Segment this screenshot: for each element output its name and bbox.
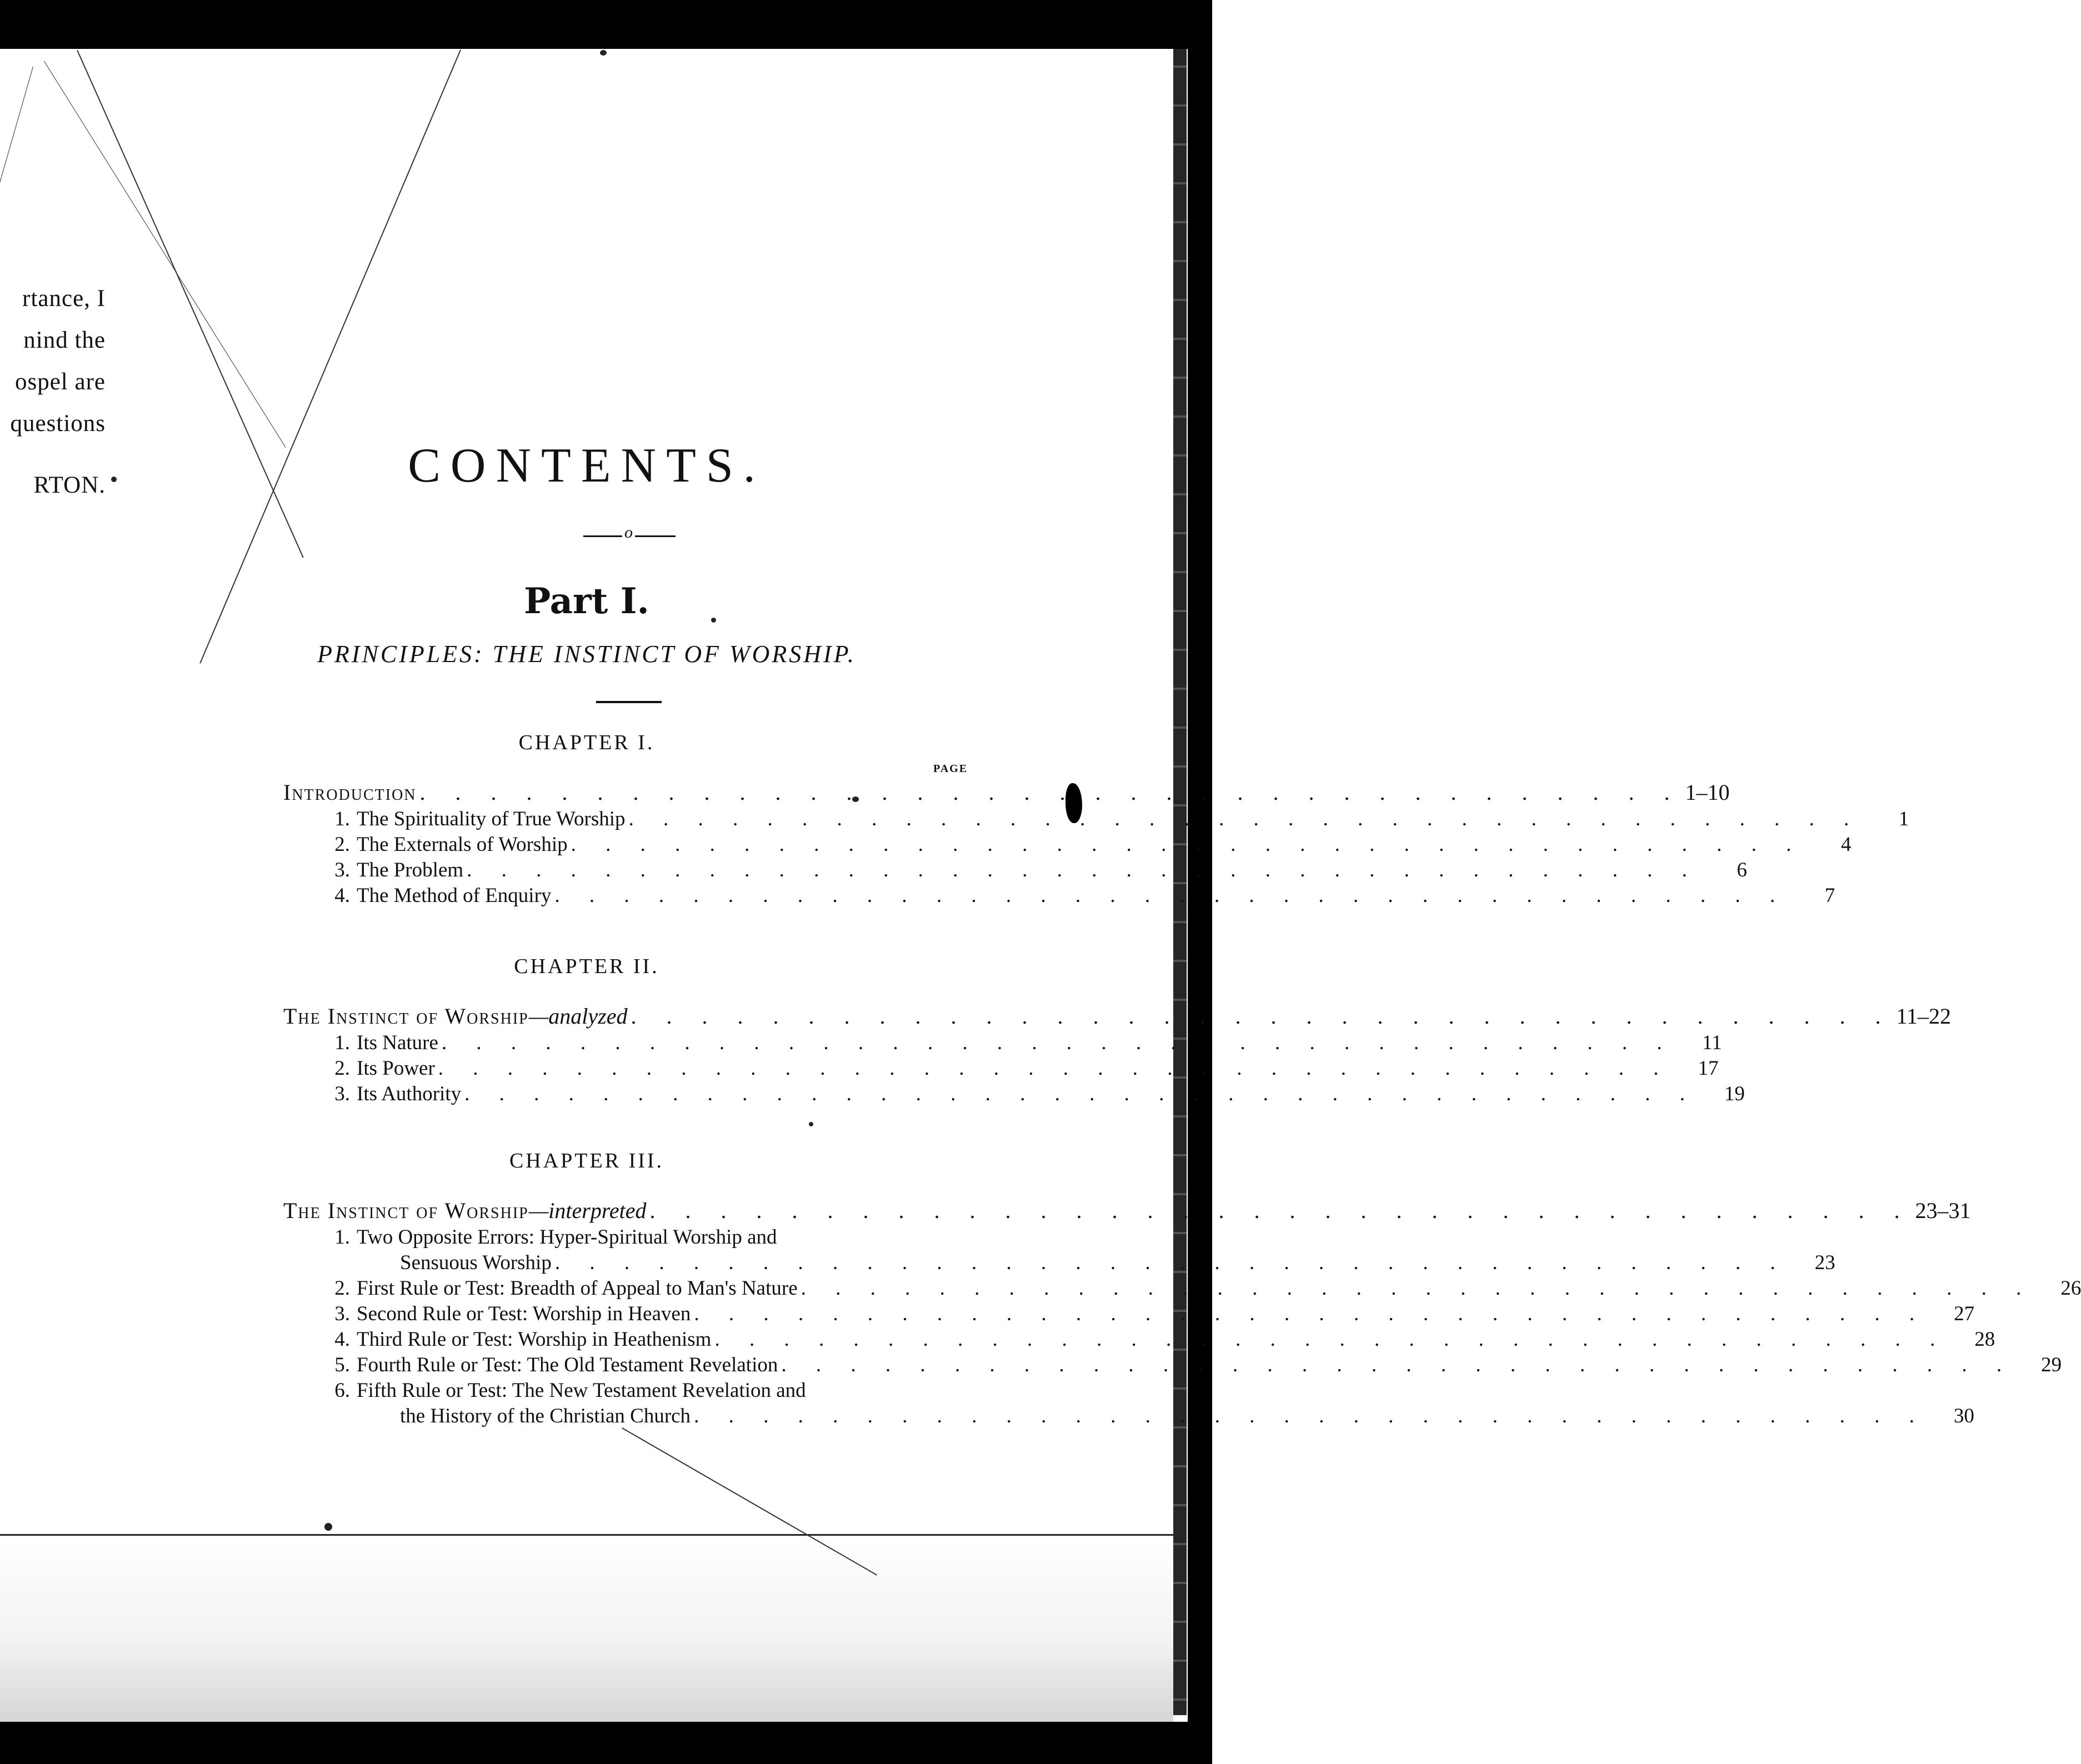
dot-leader: . . . . . . . . . . . . . . . . . . . . . . . . . . . . . . . . . . . . [714,1328,1948,1351]
toc-entry-text: Third Rule or Test: Worship in Heathenism [357,1328,712,1351]
toc-chapter-title-main: Introduction [283,780,417,805]
dot-leader: . . . . . . . . . . . . . . . . . . . . . . . . . . . . . . . . . . . . [438,1057,1671,1080]
dot-leader: . . . . . . . . . . . . . . . . . . . . . . . . . . . . . . . . . . . . [467,859,1699,881]
toc-entry-page: 19 [1724,1083,1745,1105]
toc-chapter-entry [283,1003,1951,1030]
toc-page-range: 1–10 [1685,780,1730,805]
toc-entry [283,1302,1975,1329]
toc-entry-number: 3. [334,1302,350,1325]
page-edge-line [0,1534,1173,1536]
toc-entry-text: Fourth Rule or Test: The Old Testament Revelation [357,1354,778,1376]
toc-entry [283,1225,972,1252]
part-subtitle: PRINCIPLES: THE INSTINCT OF WORSHIP. [317,640,856,668]
toc-entry-number: 6. [334,1379,350,1402]
toc-chapter-entry [283,1197,1971,1224]
facing-page-line: questions [10,410,106,437]
toc-chapter-title [283,779,417,805]
toc-entry-text: Sensuous Worship [400,1251,552,1274]
scan-scratch [199,49,461,663]
toc-entry [283,1379,972,1405]
toc-entry [283,833,1852,859]
dot-leader: . . . . . . . . . . . . . . . . . . . . . . . . . . . . . . . . . . . . [694,1302,1927,1325]
toc-entry [283,858,1747,885]
facing-page-line: ospel are [14,369,106,395]
toc-entry-continuation [283,1251,1835,1277]
toc-entry [283,1031,1722,1058]
ink-speck [600,50,607,56]
chapter-heading: CHAPTER III. [509,1149,664,1172]
toc-entry-text: Its Power [357,1057,435,1080]
toc-entry-number: 2. [334,1277,350,1300]
dot-leader: . . . . . . . . . . . . . . . . . . . . . . . . . . . . . . . . . . . . [464,1083,1697,1105]
facing-page-line: nind the [23,327,106,353]
dot-leader: . . . . . . . . . . . . . . . . . . . . . . . . . . . . . . . . . . . . [781,1354,2014,1376]
toc-entry-text: Two Opposite Errors: Hyper-Spiritual Worship and [357,1226,777,1249]
toc-entry [283,1082,1745,1109]
ink-speck [809,1122,813,1126]
toc-entry-text: First Rule or Test: Breadth of Appeal to Man's Nature [357,1277,798,1300]
toc-entry-number: 2. [334,833,350,856]
toc-entry-page: 1 [1898,808,1909,830]
ink-speck [324,1523,332,1531]
toc-entry-page: 27 [1954,1302,1975,1325]
toc-entry-text: The Externals of Worship [357,833,568,856]
toc-entry-page: 29 [2041,1354,2062,1376]
chapter-heading: CHAPTER I. [518,731,655,754]
toc-entry [283,807,1909,834]
toc-entry-page: 6 [1737,859,1747,881]
scan-border-strip [1173,49,1187,1715]
section-rule [596,701,662,703]
toc-chapter-title-qualifier: —interpreted [528,1198,647,1223]
toc-entry [283,1056,1719,1083]
toc-entry-page: 28 [1974,1328,1995,1351]
toc-entry-text: Second Rule or Test: Worship in Heaven [357,1302,691,1325]
dot-leader: . . . . . . . . . . . . . . . . . . . . . . . . . . . . . . . . . . . . [554,884,1788,907]
scan-border-right [1188,0,1212,1764]
toc-entry-number: 1. [334,1226,350,1249]
toc-entry-number: 1. [334,1031,350,1054]
toc-entry-text: Its Nature [357,1031,438,1054]
toc-entry-number: 3. [334,859,350,881]
toc-entry-page: 4 [1840,833,1852,856]
toc-entry-text: the History of the Christian Church [400,1405,691,1427]
toc-entry [283,1276,2081,1303]
toc-page-range: 23–31 [1915,1198,1971,1223]
toc-entry-text: The Problem [357,859,464,881]
dot-leader: . . . . . . . . . . . . . . . . . . . . . . . . . . . . . . . . . . . . [571,833,1804,856]
toc-entry [283,1327,1995,1354]
toc-entry-number: 4. [334,884,350,907]
dot-leader: . . . . . . . . . . . . . . . . . . . . . . . . . . . . . . . . . . . . [628,808,1862,830]
toc-chapter-title [283,1003,627,1029]
scan-border-bottom [0,1722,1212,1764]
page-column-label: PAGE [933,763,968,775]
dot-leader: . . . . . . . . . . . . . . . . . . . . . . . . . . . . . . . . . . . . [649,1198,1912,1223]
toc-entry-text: Fifth Rule or Test: The New Testament Revelation and [357,1379,806,1402]
toc-page-range: 11–22 [1896,1004,1951,1029]
toc-entry-text: The Method of Enquiry [357,884,552,907]
toc-entry-page: 26 [2060,1277,2081,1300]
toc-chapter-title-qualifier: —analyzed [528,1004,628,1029]
toc-entry-continuation [283,1404,1974,1431]
toc-entry-number: 5. [334,1354,350,1376]
dot-leader: . . . . . . . . . . . . . . . . . . . . . . . . . . . . . . . . . . . . [441,1031,1674,1054]
scan-lower-shading [0,1536,1173,1722]
dot-leader: . . . . . . . . . . . . . . . . . . . . . . . . . . . . . . . . . . . . [694,1405,1927,1427]
toc-entry-page: 17 [1698,1057,1719,1080]
dot-leader: . . . . . . . . . . . . . . . . . . . . . . . . . . . . . . . . . . . . [631,1004,1893,1029]
toc-entry-text: The Spirituality of True Worship [357,808,626,830]
dot-leader: . . . . . . . . . . . . . . . . . . . . . . . . . . . . . . . . . . . . [801,1277,2034,1300]
part-heading: Part I. [524,580,649,622]
toc-entry-page: 30 [1953,1405,1974,1427]
toc-entry-number: 2. [334,1057,350,1080]
toc-entry-number: 1. [334,808,350,830]
toc-entry-text: Its Authority [357,1083,462,1105]
toc-chapter-entry [283,779,1730,806]
chapter-heading: CHAPTER II. [514,955,659,978]
toc-entry-number: 4. [334,1328,350,1351]
toc-chapter-title [283,1197,647,1224]
facing-page-line: rtance, I [22,285,106,312]
toc-entry [283,884,1835,910]
toc-chapter-title-main: The Instinct of Worship [283,1198,529,1223]
toc-entry-number: 3. [334,1083,350,1105]
toc-entry-page: 23 [1814,1251,1835,1274]
toc-entry-page: 11 [1702,1031,1722,1054]
scan-border-top [0,0,1212,49]
dot-leader: . . . . . . . . . . . . . . . . . . . . . . . . . . . . . . . . . . . . [554,1251,1788,1274]
facing-page-signature: RTON. [33,472,106,498]
toc-entry-page: 7 [1824,884,1835,907]
page-title: CONTENTS. [408,439,766,493]
toc-chapter-title-main: The Instinct of Worship [283,1004,529,1029]
scan-scratch [0,67,33,270]
toc-entry [283,1353,2062,1380]
dot-leader: . . . . . . . . . . . . . . . . . . . . . . . . . . . . . . . . . . . . [419,780,1682,805]
decorative-rule-mark: o [622,523,635,542]
